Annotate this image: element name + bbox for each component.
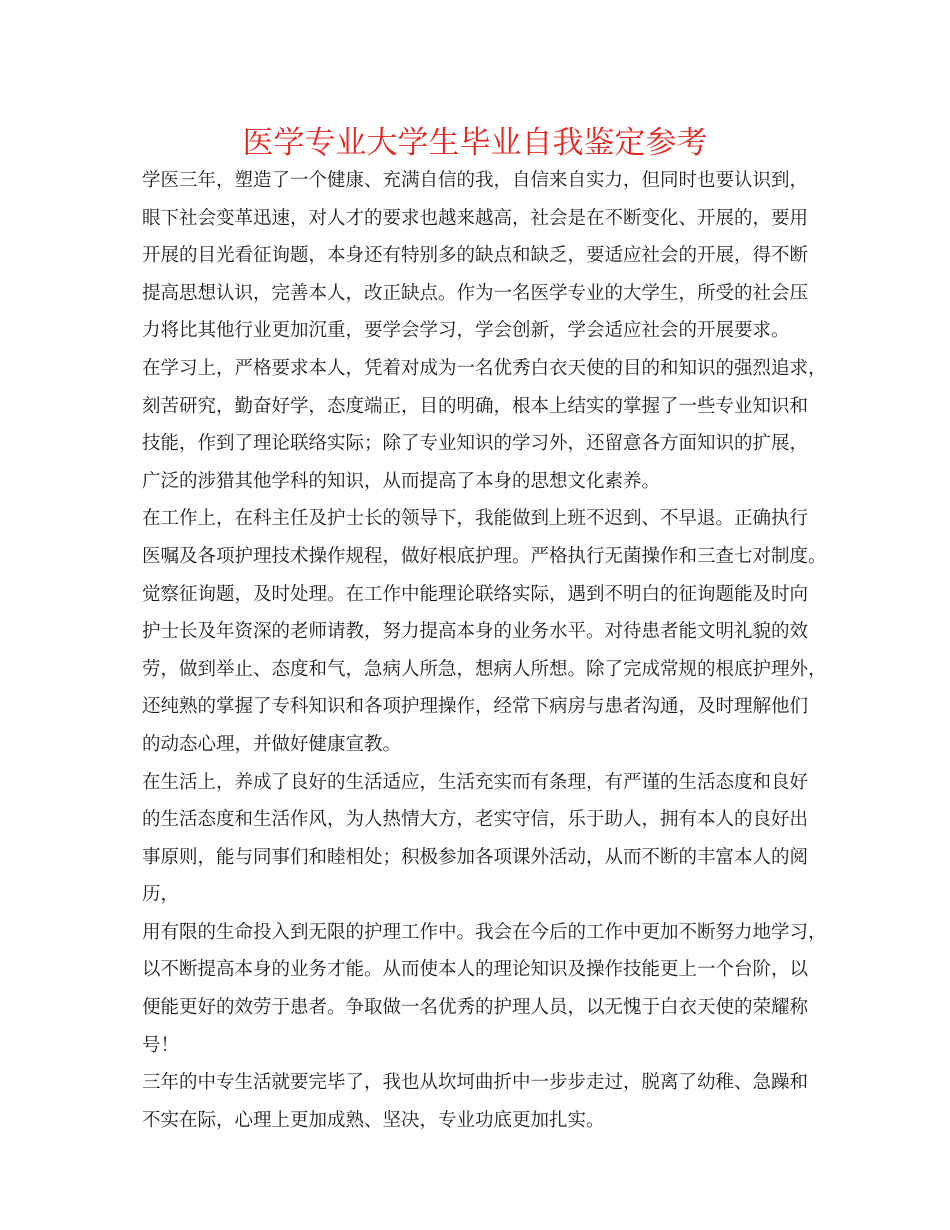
text-line: 以不断提高本身的业务才能。从而使本人的理论知识及操作技能更上一个台阶，以 <box>142 959 809 981</box>
text-line: 三年的中专生活就要完毕了，我也从坎坷曲折中一步步走过，脱离了幼稚、急躁和 <box>142 1072 809 1094</box>
text-line: 号！ <box>142 1034 180 1056</box>
text-line: 眼下社会变革迅速，对人才的要求也越来越高，社会是在不断变化、开展的，要用 <box>142 207 809 229</box>
text-line: 用有限的生命投入到无限的护理工作中。我会在今后的工作中更加不断努力地学习， <box>142 921 827 943</box>
text-line: 的动态心理，并做好健康宣教。 <box>142 733 402 755</box>
text-line: 的生活态度和生活作风，为人热情大方，老实守信，乐于助人，拥有本人的良好出 <box>142 809 809 831</box>
text-line: 在学习上，严格要求本人，凭着对成为一名优秀白衣天使的目的和知识的强烈追求， <box>142 357 827 379</box>
text-line: 还纯熟的掌握了专科知识和各项护理操作，经常下病房与患者沟通，及时理解他们 <box>142 696 809 718</box>
text-line: 力将比其他行业更加沉重，要学会学习，学会创新，学会适应社会的开展要求。 <box>142 320 790 342</box>
text-line: 医嘱及各项护理技术操作规程，做好根底护理。严格执行无菌操作和三查七对制度。 <box>142 545 827 567</box>
text-line: 觉察征询题，及时处理。在工作中能理论联络实际，遇到不明白的征询题能及时向 <box>142 583 809 605</box>
text-line: 历， <box>142 884 180 906</box>
text-line: 刻苦研究，勤奋好学，态度端正，目的明确，根本上结实的掌握了一些专业知识和 <box>142 395 809 417</box>
document-body <box>142 162 842 1139</box>
text-line: 在工作上，在科主任及护士长的领导下，我能做到上班不迟到、不早退。正确执行 <box>142 508 809 530</box>
text-line: 广泛的涉猎其他学科的知识，从而提高了本身的思想文化素养。 <box>142 470 661 492</box>
text-line: 护士长及年资深的老师请教，努力提高本身的业务水平。对待患者能文明礼貌的效 <box>142 621 809 643</box>
text-line: 事原则，能与同事们和睦相处；积极参加各项课外活动，从而不断的丰富本人的阅 <box>142 846 809 868</box>
document-title: 医学专业大学生毕业自我鉴定参考 <box>242 125 708 161</box>
text-line: 不实在际，心理上更加成熟、坚决，专业功底更加扎实。 <box>142 1109 605 1131</box>
text-line: 劳，做到举止、态度和气，急病人所急，想病人所想。除了完成常规的根底护理外， <box>142 658 827 680</box>
text-line: 便能更好的效劳于患者。争取做一名优秀的护理人员，以无愧于白衣天使的荣耀称 <box>142 997 809 1019</box>
text-line: 学医三年，塑造了一个健康、充满自信的我，自信来自实力，但同时也要认识到， <box>142 170 809 191</box>
text-line: 开展的目光看征询题，本身还有特别多的缺点和缺乏，要适应社会的开展，得不断 <box>142 245 809 267</box>
text-line: 提高思想认识，完善本人，改正缺点。作为一名医学专业的大学生，所受的社会压 <box>142 282 809 304</box>
text-line: 技能，作到了理论联络实际；除了专业知识的学习外，还留意各方面知识的扩展， <box>142 433 809 455</box>
text-line: 在生活上，养成了良好的生活适应，生活充实而有条理，有严谨的生活态度和良好 <box>142 771 809 793</box>
